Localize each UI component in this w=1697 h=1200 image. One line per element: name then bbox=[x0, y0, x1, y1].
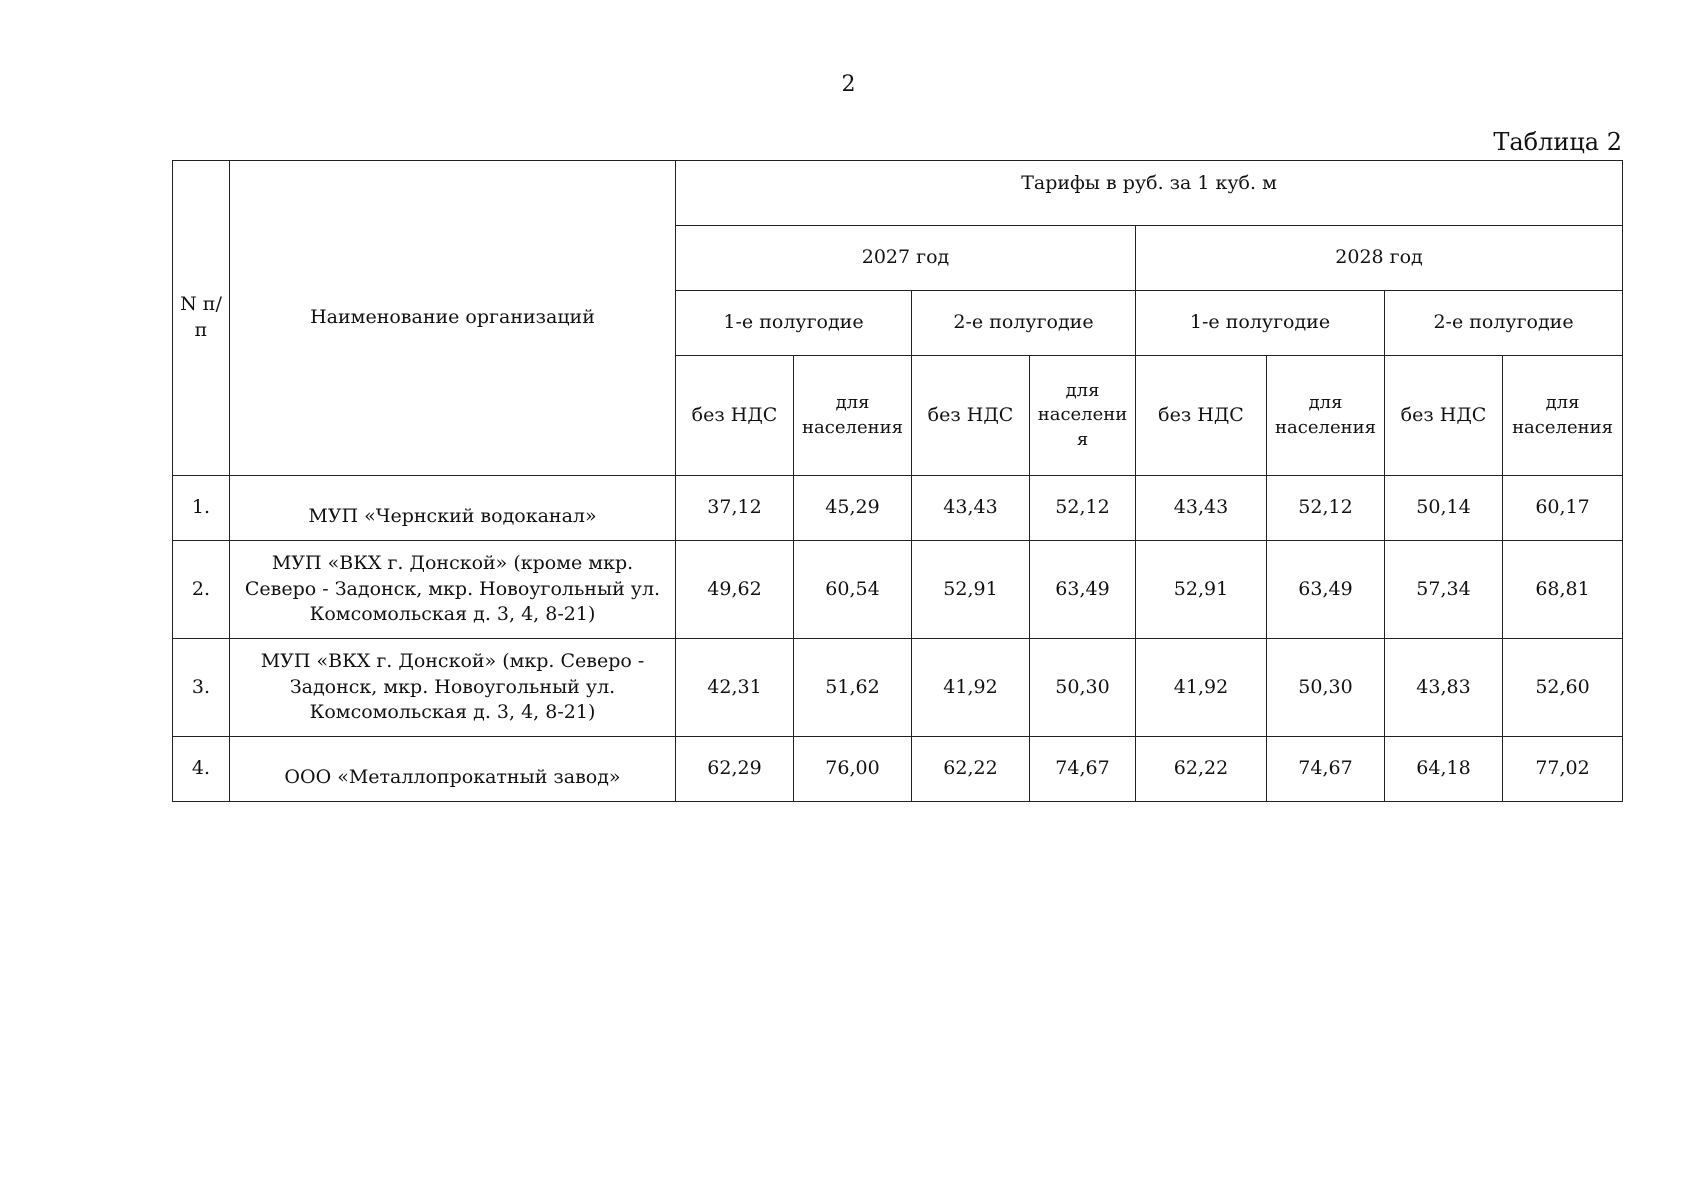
organization-name: МУП «ВКХ г. Донской» (кроме мкр. Северо - Задонск, мкр. Новоугольный ул. Комсомольская д. 3, 4, 8-21) bbox=[230, 541, 676, 639]
organization-name: МУП «Чернский водоканал» bbox=[230, 476, 676, 541]
header-sub: для населения bbox=[794, 356, 912, 476]
tariffs-table bbox=[172, 160, 1623, 802]
tariff-value: 52,12 bbox=[1030, 476, 1136, 541]
header-sub: без НДС bbox=[912, 356, 1030, 476]
tariff-value: 51,62 bbox=[794, 639, 912, 737]
tariff-value: 52,60 bbox=[1503, 639, 1623, 737]
tariff-value: 45,29 bbox=[794, 476, 912, 541]
table-row bbox=[173, 639, 1623, 737]
tariff-value: 62,29 bbox=[676, 737, 794, 802]
table-row bbox=[173, 737, 1623, 802]
tariff-value: 60,17 bbox=[1503, 476, 1623, 541]
row-number: 4. bbox=[173, 737, 230, 802]
tariff-value: 57,34 bbox=[1385, 541, 1503, 639]
tariff-value: 43,43 bbox=[1136, 476, 1267, 541]
tariff-value: 42,31 bbox=[676, 639, 794, 737]
tariff-value: 41,92 bbox=[1136, 639, 1267, 737]
tariff-value: 37,12 bbox=[676, 476, 794, 541]
tariff-value: 52,91 bbox=[1136, 541, 1267, 639]
header-year-2027: 2027 год bbox=[676, 226, 1136, 291]
tariff-value: 64,18 bbox=[1385, 737, 1503, 802]
header-half: 1-е полугодие bbox=[1136, 291, 1385, 356]
header-name-col: Наименование организаций bbox=[230, 161, 676, 476]
header-year-2028: 2028 год bbox=[1136, 226, 1623, 291]
tariff-value: 77,02 bbox=[1503, 737, 1623, 802]
header-sub: для населени я bbox=[1030, 356, 1136, 476]
header-half: 2-е полугодие bbox=[1385, 291, 1623, 356]
header-sub: без НДС bbox=[1136, 356, 1267, 476]
tariff-value: 68,81 bbox=[1503, 541, 1623, 639]
tariff-value: 62,22 bbox=[912, 737, 1030, 802]
tariff-value: 74,67 bbox=[1030, 737, 1136, 802]
table-row bbox=[173, 476, 1623, 541]
tariff-value: 63,49 bbox=[1030, 541, 1136, 639]
header-sub: без НДС bbox=[1385, 356, 1503, 476]
page-number: 2 bbox=[841, 72, 856, 97]
organization-name: МУП «ВКХ г. Донской» (мкр. Северо - Задонск, мкр. Новоугольный ул. Комсомольская д. 3, 4, 8-21) bbox=[230, 639, 676, 737]
table-caption: Таблица 2 bbox=[1493, 128, 1622, 156]
tariff-value: 52,12 bbox=[1267, 476, 1385, 541]
header-half: 1-е полугодие bbox=[676, 291, 912, 356]
tariff-value: 63,49 bbox=[1267, 541, 1385, 639]
tariff-value: 50,30 bbox=[1030, 639, 1136, 737]
header-num-col: N п/п bbox=[173, 161, 230, 476]
tariff-value: 62,22 bbox=[1136, 737, 1267, 802]
tariff-value: 50,30 bbox=[1267, 639, 1385, 737]
tariff-value: 41,92 bbox=[912, 639, 1030, 737]
tariff-value: 52,91 bbox=[912, 541, 1030, 639]
tariff-value: 60,54 bbox=[794, 541, 912, 639]
tariff-value: 50,14 bbox=[1385, 476, 1503, 541]
tariff-value: 76,00 bbox=[794, 737, 912, 802]
row-number: 1. bbox=[173, 476, 230, 541]
tariff-value: 49,62 bbox=[676, 541, 794, 639]
tariff-value: 43,83 bbox=[1385, 639, 1503, 737]
header-sub: для населения bbox=[1503, 356, 1623, 476]
header-sub: для населения bbox=[1267, 356, 1385, 476]
row-number: 3. bbox=[173, 639, 230, 737]
header-half: 2-е полугодие bbox=[912, 291, 1136, 356]
header-sub: без НДС bbox=[676, 356, 794, 476]
header-tariffs-title: Тарифы в руб. за 1 куб. м bbox=[676, 161, 1623, 226]
tariff-value: 43,43 bbox=[912, 476, 1030, 541]
tariff-value: 74,67 bbox=[1267, 737, 1385, 802]
table-row bbox=[173, 541, 1623, 639]
row-number: 2. bbox=[173, 541, 230, 639]
organization-name: ООО «Металлопрокатный завод» bbox=[230, 737, 676, 802]
